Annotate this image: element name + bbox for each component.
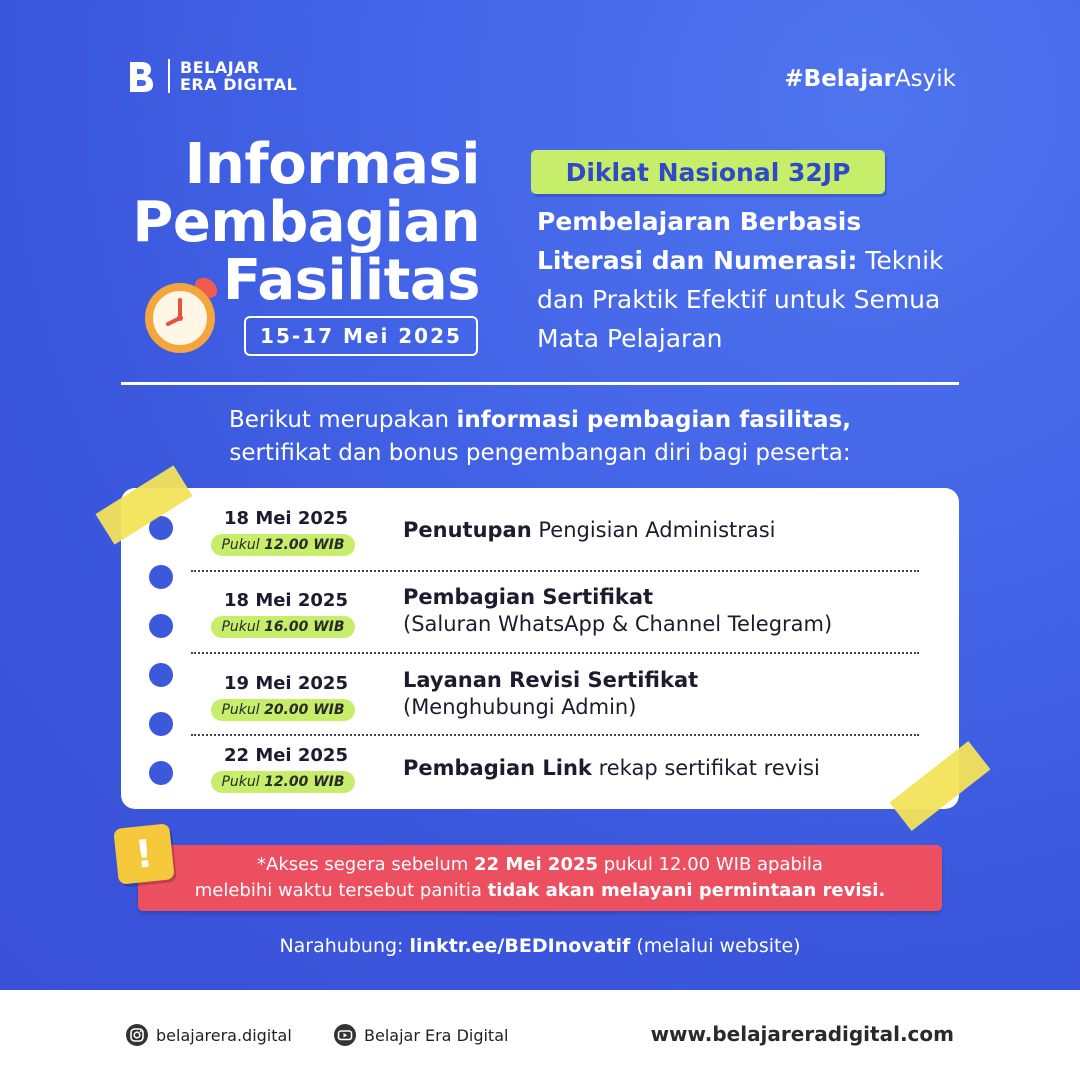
footer-website[interactable]: www.belajareradigital.com (650, 1022, 954, 1046)
title-line2: Pembagian (132, 190, 480, 255)
intro-bold: informasi pembagian fasilitas, (456, 407, 852, 433)
schedule-date: 22 Mei 2025 (224, 745, 348, 766)
subtitle-rest: Teknik dan Praktik Efektif untuk Semua Mata Pelajaran (537, 246, 944, 353)
program-subtitle (537, 202, 967, 358)
row-separator (191, 734, 919, 736)
warning-icon: ! (113, 823, 175, 885)
alarm-clock-icon (140, 272, 226, 358)
timeline-dot (149, 565, 173, 589)
youtube-icon (334, 1024, 356, 1046)
schedule-desc: Penutupan Pengisian Administrasi (403, 518, 776, 542)
schedule-date: 18 Mei 2025 (224, 590, 348, 611)
hashtag-rest: Asyik (894, 66, 956, 92)
timeline-dot (149, 712, 173, 736)
timeline-dot (149, 761, 173, 785)
program-badge: Diklat Nasional 32JP (531, 150, 885, 194)
hashtag (784, 64, 956, 94)
logo-separator (168, 59, 170, 93)
schedule-time: Pukul 12.00 WIB (211, 771, 355, 793)
logo-line1: BELAJAR (180, 58, 260, 77)
event-date-range: 15-17 Mei 2025 (244, 316, 478, 356)
timeline-dot (149, 663, 173, 687)
schedule-card (121, 488, 959, 809)
row-separator (191, 570, 919, 572)
schedule-desc: Pembagian Link rekap sertifikat revisi (403, 756, 820, 780)
contact-info: Narahubung: linktr.ee/BEDInovatif (melalui website) (279, 935, 801, 957)
timeline-dot (149, 614, 173, 638)
schedule-time: Pukul 20.00 WIB (211, 699, 355, 721)
footer (0, 990, 1080, 1080)
footer-youtube[interactable] (334, 1024, 508, 1046)
hashtag-bold: #Belajar (784, 66, 895, 92)
instagram-icon (126, 1024, 148, 1046)
intro-part2: sertifikat dan bonus pengembangan diri bagi peserta: (229, 440, 851, 466)
title-line3: Fasilitas (222, 248, 480, 313)
contact-link[interactable]: linktr.ee/BEDInovatif (409, 935, 631, 957)
intro-text (100, 404, 980, 470)
schedule-date: 18 Mei 2025 (224, 508, 348, 529)
schedule-time: Pukul 16.00 WIB (211, 616, 355, 638)
instagram-handle: belajarera.digital (156, 1025, 292, 1045)
title-line1: Informasi (184, 132, 480, 197)
logo-text (180, 59, 297, 93)
schedule-time: Pukul 12.00 WIB (211, 534, 355, 556)
divider (121, 382, 959, 385)
brand-logo (126, 58, 297, 94)
logo-line2: ERA DIGITAL (180, 75, 298, 94)
youtube-channel: Belajar Era Digital (364, 1025, 509, 1045)
footer-instagram[interactable] (126, 1024, 292, 1046)
intro-part1: Berikut merupakan (228, 407, 457, 433)
schedule-desc: Pembagian Sertifikat (Saluran WhatsApp & Channel Telegram) (403, 585, 833, 636)
schedule-date: 19 Mei 2025 (224, 673, 348, 694)
warning-banner: *Akses segera sebelum 22 Mei 2025 pukul 12.00 WIB apabila melebihi waktu tersebut panitia tidak akan melayani permintaan revisi. (138, 845, 942, 911)
schedule-desc: Layanan Revisi Sertifikat (Menghubungi Admin) (403, 668, 699, 719)
row-separator (191, 652, 919, 654)
logo-b-icon (126, 58, 156, 94)
subtitle-bold: Pembelajaran Berbasis Literasi dan Numerasi: (537, 207, 862, 275)
